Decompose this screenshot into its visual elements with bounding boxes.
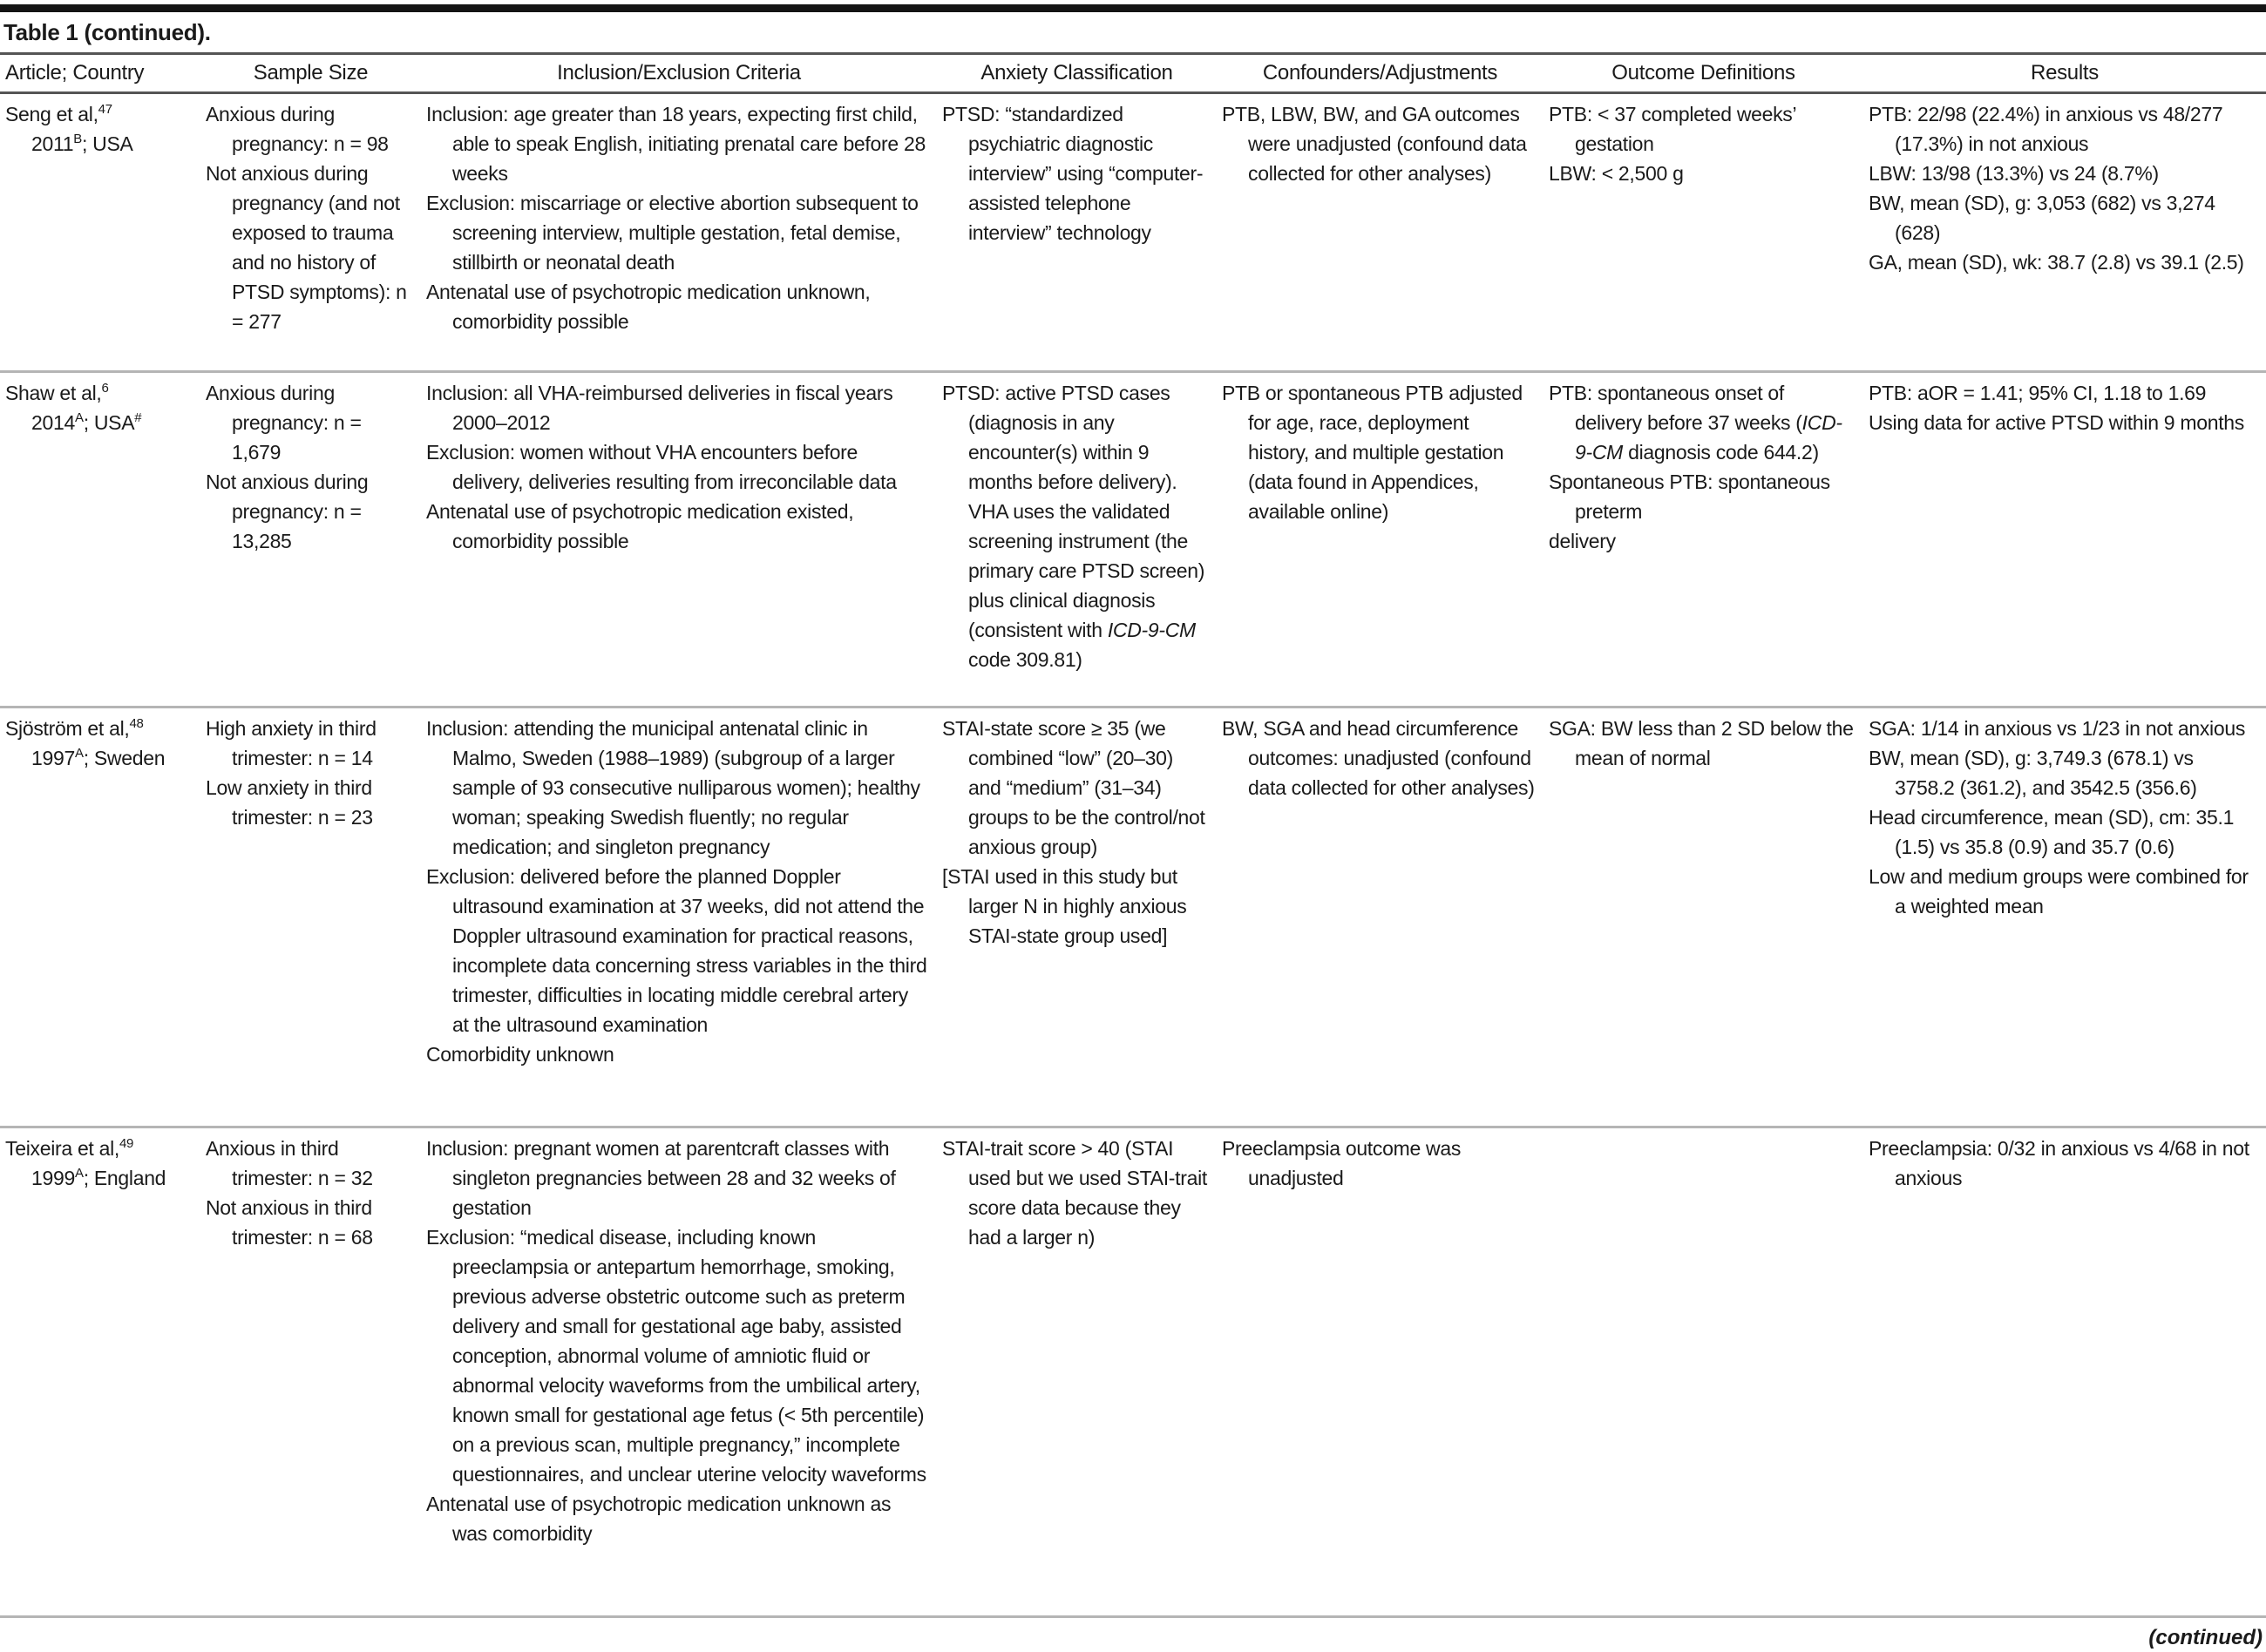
results-cell: [1863, 708, 2266, 1127]
reference-number: 47: [98, 102, 112, 117]
outcome-definitions-cell: [1543, 1127, 1863, 1617]
text-segment: code 309.81): [968, 648, 1082, 671]
article-cell: [0, 1127, 200, 1617]
cell-paragraph: Antenatal use of psychotropic medication unknown, comorbidity possible: [426, 281, 871, 333]
cell-paragraph: PTSD: “standardized psychiatric diagnostic interview” using “computer-assisted telephone interview” technology: [942, 103, 1204, 244]
cell-paragraph: Inclusion: attending the municipal antenatal clinic in Malmo, Sweden (1988–1989) (subgroup of a larger sample of 93 consecutive nulliparous women); healthy woman; speaking Swedish fluently; no regular medication; and singleton pregnancy: [426, 717, 920, 858]
text-segment: PTSD: active PTSD cases (diagnosis in any encounter(s) within 9 months before delivery). VHA uses the validated screening instrument (the primary care PTSD screen) plus clinical diagnosis (consistent with: [942, 382, 1205, 641]
column-header-results: Results: [2031, 61, 2099, 85]
cell-paragraph: [STAI used in this study but larger N in highly anxious STAI-state group used]: [942, 865, 1187, 947]
confounders-cell: [1217, 1127, 1543, 1617]
anxiety-classification-cell: [937, 1127, 1217, 1617]
cell-paragraph: Preeclampsia: 0/32 in anxious vs 4/68 in not anxious: [1869, 1137, 2249, 1189]
criteria-cell: [421, 708, 937, 1127]
article-cell: [0, 708, 200, 1127]
footnote-marker: #: [134, 410, 142, 425]
article-authors: Seng et al,: [5, 103, 98, 125]
article-country: ; England: [83, 1167, 166, 1189]
criteria-cell: [421, 93, 937, 372]
italic-term: ICD-9-CM: [1107, 619, 1196, 641]
cell-paragraph: delivery: [1549, 530, 1616, 552]
studies-table: [0, 52, 2266, 1618]
anxiety-classification-cell: [937, 372, 1217, 708]
cell-paragraph: Inclusion: pregnant women at parentcraft classes with singleton pregnancies between 28 and 32 weeks of gestation: [426, 1137, 896, 1219]
table-title: Table 1 (continued).: [3, 19, 211, 45]
cell-paragraph: Exclusion: women without VHA encounters before delivery, deliveries resulting from irreconcilable data: [426, 441, 897, 493]
cell-paragraph: STAI-trait score > 40 (STAI used but we used STAI-trait score data because they had a larger n): [942, 1137, 1207, 1249]
outcome-definitions-cell: [1543, 93, 1863, 372]
cell-paragraph: Head circumference, mean (SD), cm: 35.1 (1.5) vs 35.8 (0.9) and 35.7 (0.6): [1869, 806, 2235, 858]
article-cell: [0, 372, 200, 708]
cell-paragraph: Comorbidity unknown: [426, 1043, 614, 1066]
cell-paragraph: Antenatal use of psychotropic medication unknown as was comorbidity: [426, 1493, 892, 1545]
cell-paragraph: BW, mean (SD), g: 3,053 (682) vs 3,274 (628): [1869, 192, 2215, 244]
table-row: [0, 708, 2266, 1127]
cell-paragraph: Not anxious during pregnancy: n = 13,285: [206, 471, 369, 552]
italic-term: ICD-9-CM: [1575, 411, 1842, 464]
cell-paragraph: BW, mean (SD), g: 3,749.3 (678.1) vs 3758.2 (361.2), and 3542.5 (356.6): [1869, 747, 2197, 799]
continued-note: (continued): [2148, 1626, 2263, 1649]
results-cell: [1863, 1127, 2266, 1617]
article-year-line: [5, 743, 192, 773]
cell-paragraph: Anxious during pregnancy: n = 1,679: [206, 382, 362, 464]
column-header-anxiety-classification: Anxiety Classification: [980, 61, 1173, 85]
column-header-outcome-definitions: Outcome Definitions: [1611, 61, 1795, 85]
article-cell: [0, 93, 200, 372]
cell-paragraph: Inclusion: all VHA-reimbursed deliveries in fiscal years 2000–2012: [426, 382, 893, 434]
outcome-definitions-cell: [1543, 708, 1863, 1127]
article-year-line: [5, 1163, 192, 1193]
cell-paragraph: SGA: 1/14 in anxious vs 1/23 in not anxious: [1869, 717, 2246, 740]
article-year: 1997: [31, 747, 75, 769]
cell-paragraph: PTB or spontaneous PTB adjusted for age, race, deployment history, and multiple gestation (data found in Appendices, available online): [1222, 382, 1523, 523]
table-body: [0, 93, 2266, 1617]
table-row: [0, 372, 2266, 708]
column-header-sample-size: Sample Size: [253, 61, 369, 85]
cell-paragraph: [942, 378, 1208, 674]
anxiety-classification-cell: [937, 93, 1217, 372]
sample-size-cell: [200, 93, 421, 372]
study-design-marker: A: [74, 1166, 84, 1181]
column-header-article: Article; Country: [5, 61, 145, 85]
criteria-cell: [421, 1127, 937, 1617]
results-cell: [1863, 93, 2266, 372]
criteria-cell: [421, 372, 937, 708]
cell-paragraph: Low and medium groups were combined for a weighted mean: [1869, 865, 2249, 917]
sample-size-cell: [200, 1127, 421, 1617]
reference-number: 49: [119, 1136, 134, 1151]
results-cell: [1863, 372, 2266, 708]
cell-paragraph: Anxious during pregnancy: n = 98: [206, 103, 389, 155]
article-authors: Teixeira et al,: [5, 1137, 120, 1160]
reference-number: 6: [101, 381, 109, 396]
outcome-definitions-cell: [1543, 372, 1863, 708]
cell-paragraph: Not anxious during pregnancy (and not exposed to trauma and no history of PTSD symptoms): n = 277: [206, 162, 407, 333]
article-authors-line: [5, 378, 192, 408]
study-design-marker: A: [74, 410, 84, 425]
cell-paragraph: Low anxiety in third trimester: n = 23: [206, 776, 373, 829]
article-authors-line: [5, 1134, 192, 1163]
study-design-marker: B: [73, 132, 82, 146]
cell-paragraph: PTB, LBW, BW, and GA outcomes were unadjusted (confound data collected for other analyses): [1222, 103, 1527, 185]
article-year-line: [5, 129, 192, 159]
cell-paragraph: Preeclampsia outcome was unadjusted: [1222, 1137, 1462, 1189]
cell-paragraph: High anxiety in third trimester: n = 14: [206, 717, 377, 769]
confounders-cell: [1217, 93, 1543, 372]
article-authors: Shaw et al,: [5, 382, 102, 404]
text-segment: PTB: spontaneous onset of delivery before 37 weeks (: [1549, 382, 1802, 434]
sample-size-cell: [200, 708, 421, 1127]
cell-paragraph: Spontaneous PTB: spontaneous preterm: [1549, 471, 1830, 523]
cell-paragraph: Exclusion: miscarriage or elective abortion subsequent to screening interview, multiple gestation, fetal demise, stillbirth or neonatal death: [426, 192, 919, 274]
cell-paragraph: Not anxious in third trimester: n = 68: [206, 1196, 373, 1249]
article-year: 1999: [31, 1167, 75, 1189]
table-header-row: [0, 54, 2266, 93]
confounders-cell: [1217, 708, 1543, 1127]
cell-paragraph: PTB: < 37 completed weeks’ gestation: [1549, 103, 1796, 155]
sample-size-cell: [200, 372, 421, 708]
table-row: [0, 1127, 2266, 1617]
study-design-marker: A: [74, 746, 84, 761]
article-year: 2014: [31, 411, 75, 434]
article-authors: Sjöström et al,: [5, 717, 130, 740]
cell-paragraph: [1549, 378, 1855, 467]
cell-paragraph: SGA: BW less than 2 SD below the mean of normal: [1549, 717, 1854, 769]
article-country: ; USA: [81, 132, 133, 155]
cell-paragraph: LBW: < 2,500 g: [1549, 162, 1684, 185]
anxiety-classification-cell: [937, 708, 1217, 1127]
cell-paragraph: LBW: 13/98 (13.3%) vs 24 (8.7%): [1869, 162, 2159, 185]
cell-paragraph: Using data for active PTSD within 9 months: [1869, 411, 2244, 434]
cell-paragraph: BW, SGA and head circumference outcomes: unadjusted (confound data collected for other analyses): [1222, 717, 1535, 799]
article-authors-line: [5, 99, 192, 129]
table-row: [0, 93, 2266, 372]
text-segment: diagnosis code 644.2): [1623, 441, 1819, 464]
confounders-cell: [1217, 372, 1543, 708]
reference-number: 48: [129, 716, 144, 731]
cell-paragraph: Antenatal use of psychotropic medication existed, comorbidity possible: [426, 500, 854, 552]
cell-paragraph: STAI-state score ≥ 35 (we combined “low” (20–30) and “medium” (31–34) groups to be the control/not anxious group): [942, 717, 1205, 858]
article-year: 2011: [31, 132, 74, 155]
column-header-criteria: Inclusion/Exclusion Criteria: [557, 61, 801, 85]
cell-paragraph: Exclusion: “medical disease, including known preeclampsia or antepartum hemorrhage, smoking, previous adverse obstetric outcome such as preterm delivery and small for gestational age baby, assisted conception, abnormal volume of amniotic fluid or abnormal velocity waveforms from the umbilical artery, known small for gestational age fetus (< 5th percentile) on a previous scan, multiple pregnancy,” incomplete questionnaires, and unclear uterine velocity waveforms: [426, 1226, 926, 1486]
cell-paragraph: Anxious in third trimester: n = 32: [206, 1137, 373, 1189]
article-country: ; USA: [83, 411, 135, 434]
article-authors-line: [5, 714, 192, 743]
top-rule: [0, 4, 2266, 12]
cell-paragraph: GA, mean (SD), wk: 38.7 (2.8) vs 39.1 (2.5): [1869, 251, 2244, 274]
article-year-line: [5, 408, 192, 437]
article-country: ; Sweden: [83, 747, 166, 769]
cell-paragraph: Inclusion: age greater than 18 years, expecting first child, able to speak English, initiating prenatal care before 28 weeks: [426, 103, 926, 185]
cell-paragraph: Exclusion: delivered before the planned Doppler ultrasound examination at 37 weeks, did not attend the Doppler ultrasound examination for practical reasons, incomplete data concerning stress variables in the third trimester, difficulties in locating middle cerebral artery at the ultrasound examination: [426, 865, 927, 1036]
cell-paragraph: PTB: 22/98 (22.4%) in anxious vs 48/277 (17.3%) in not anxious: [1869, 103, 2223, 155]
column-header-confounders: Confounders/Adjustments: [1262, 61, 1498, 85]
cell-paragraph: PTB: aOR = 1.41; 95% CI, 1.18 to 1.69: [1869, 382, 2207, 404]
